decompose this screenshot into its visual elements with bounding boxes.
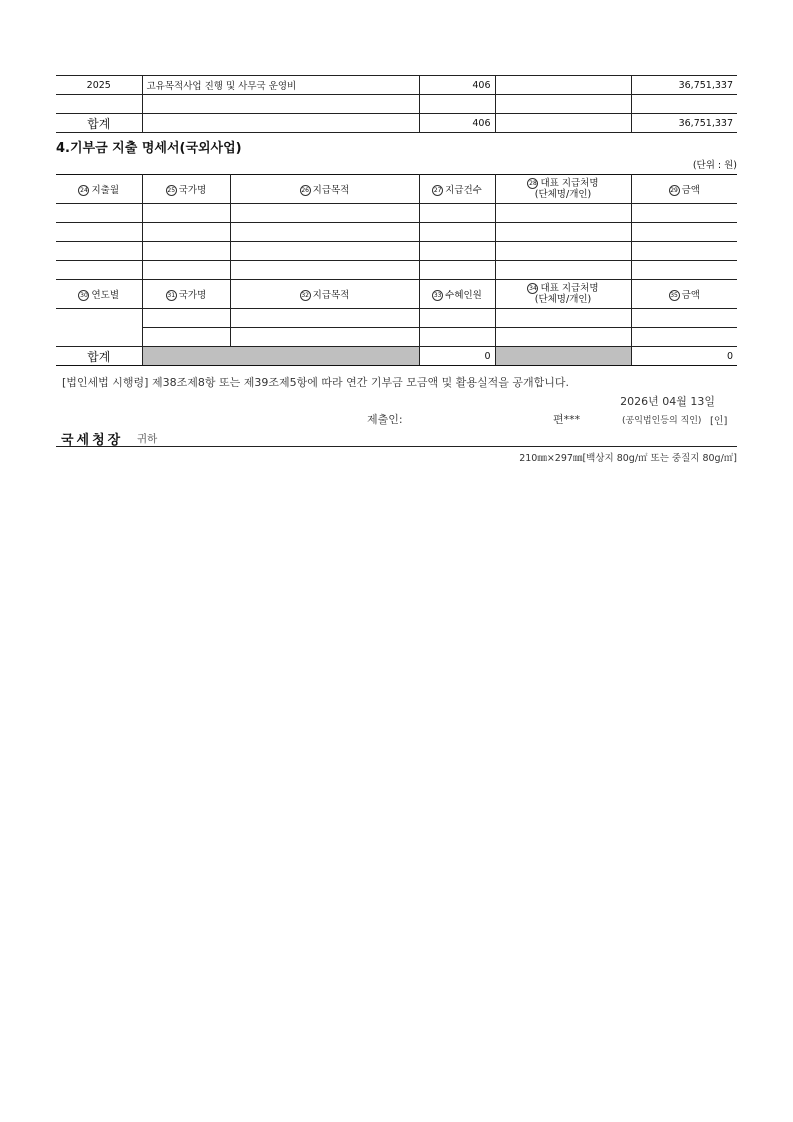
header-amount: 29 금액 <box>631 175 737 204</box>
header-year: 30 연도별 <box>56 280 142 309</box>
amount-cell <box>631 95 737 114</box>
total-row <box>56 114 737 133</box>
amount-cell: 36,751,337 <box>631 76 737 95</box>
honorific: 귀하 <box>137 433 158 445</box>
shaded-cell <box>142 347 419 366</box>
header-row <box>56 280 737 309</box>
circled-number: 27 <box>433 187 442 194</box>
header-recipient: 28 대표 지급처명 (단체명/개인) <box>495 175 631 204</box>
total-purpose-cell <box>142 114 419 133</box>
header-count: 27 지급건수 <box>419 175 495 204</box>
table-row <box>56 76 737 95</box>
circled-number: 29 <box>670 187 678 194</box>
total-row <box>56 347 737 366</box>
section-title: 4.기부금 지출 명세서(국외사업) <box>56 141 242 156</box>
header-country: 31 국가명 <box>142 280 230 309</box>
year-cell: 2025 <box>56 76 142 95</box>
year-cell <box>56 95 142 114</box>
recipient-cell <box>495 95 631 114</box>
table-row <box>56 223 737 242</box>
table-row <box>56 204 737 223</box>
shaded-cell <box>495 347 631 366</box>
header-row <box>56 175 737 204</box>
header-beneficiaries: 33 수혜인원 <box>419 280 495 309</box>
header-recipient: 34 대표 지급처명 (단체명/개인) <box>495 280 631 309</box>
total-label: 합계 <box>56 114 142 133</box>
seal-mark: [인] <box>710 416 728 427</box>
divider <box>56 446 737 447</box>
addressee: 국세청장 <box>61 433 124 448</box>
circled-number: 33 <box>433 292 442 299</box>
table-row <box>56 261 737 280</box>
total-count: 406 <box>419 114 495 133</box>
submitter-label: 제출인: <box>367 413 403 426</box>
submission-date: 2026년 04월 13일 <box>620 395 715 408</box>
total-recipient-cell <box>495 114 631 133</box>
purpose-cell: 고유목적사업 진행 및 사무국 운영비 <box>142 76 419 95</box>
header-country: 25 국가명 <box>142 175 230 204</box>
count-cell <box>419 95 495 114</box>
recipient-cell <box>495 76 631 95</box>
circled-number: 26 <box>301 187 309 194</box>
table-row <box>56 328 737 347</box>
table-row <box>56 309 737 328</box>
submitter-name: 편*** <box>553 413 581 426</box>
circled-number: 35 <box>670 292 678 299</box>
header-purpose: 32 지급목적 <box>230 280 419 309</box>
table-row <box>56 242 737 261</box>
count-cell: 406 <box>419 76 495 95</box>
total-amount: 36,751,337 <box>631 114 737 133</box>
circled-number: 30 <box>80 292 88 299</box>
circled-number: 25 <box>167 187 176 194</box>
submitter-role: (공익법인등의 직인) <box>622 416 702 426</box>
circled-number: 34 <box>529 285 537 292</box>
total-amount: 0 <box>631 347 737 366</box>
unit-label: (단위 : 원) <box>692 160 737 171</box>
paper-spec: 210㎜×297㎜[백상지 80g/㎡ 또는 중질지 80g/㎡] <box>519 453 737 464</box>
domestic-expense-table <box>56 75 737 133</box>
legal-note: [법인세법 시행령] 제38조제8항 또는 제39조제5항에 따라 연간 기부금 모금액 및 활용실적을 공개합니다. <box>62 376 569 389</box>
header-month: 24 지출월 <box>56 175 142 204</box>
table-row <box>56 95 737 114</box>
header-purpose: 26 지급목적 <box>230 175 419 204</box>
total-label: 합계 <box>56 347 142 366</box>
purpose-cell <box>142 95 419 114</box>
header-amount: 35 금액 <box>631 280 737 309</box>
circled-number: 24 <box>80 187 88 194</box>
circled-number: 28 <box>529 180 537 187</box>
total-count: 0 <box>419 347 495 366</box>
circled-number: 31 <box>167 292 176 299</box>
year-merged-cell <box>56 309 142 347</box>
overseas-expense-table <box>56 174 737 366</box>
circled-number: 32 <box>301 292 309 299</box>
